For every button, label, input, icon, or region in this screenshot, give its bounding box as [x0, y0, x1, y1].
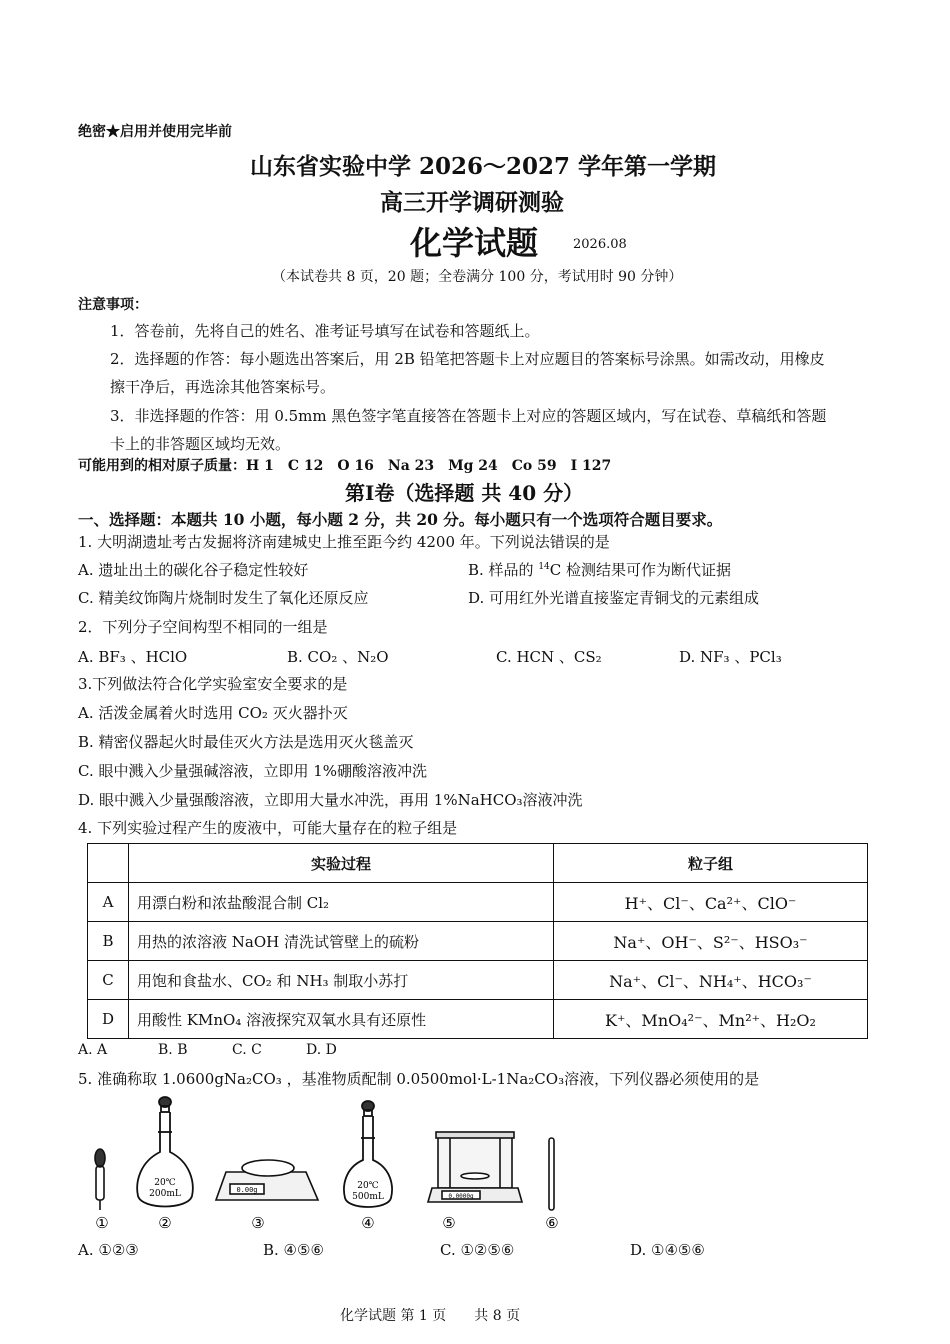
table-header: 粒子组	[554, 844, 868, 883]
q4-table	[87, 843, 868, 1039]
title-line2: 高三开学调研测验	[380, 189, 564, 216]
q5-apparatus-figure	[80, 1092, 580, 1242]
flask-label: 20℃	[154, 1178, 176, 1188]
q4-stem: 4. 下列实验过程产生的废液中，可能大量存在的粒子组是	[78, 819, 458, 837]
table-row	[88, 922, 868, 961]
q4-option-b: B. B	[158, 1042, 188, 1058]
table-row	[88, 1000, 868, 1039]
q1-option-b: B. 样品的 $^{14}$C 检测结果可作为断代证据	[468, 561, 732, 579]
q1-stem: 1. 大明湖遗址考古发掘将济南建城史上推至距今约 4200 年。下列说法错误的是	[78, 533, 610, 551]
subject-title: 化学试题	[410, 224, 539, 262]
flask-label: 200mL	[149, 1189, 181, 1199]
row-ions: Na⁺、Cl⁻、NH₄⁺、HCO₃⁻	[554, 961, 868, 1000]
page-footer: 化学试题 第 1 页 共 8 页	[340, 1308, 521, 1324]
q2-option-a: A. BF₃ 、HClO	[78, 648, 188, 666]
title-line1: 山东省实验中学 2026～2027 学年第一学期	[250, 153, 717, 180]
balance-display: 0.00g	[236, 1186, 258, 1194]
atomic-mass: 可能用到的相对原子质量：H 1 C 12 O 16 Na 23 Mg 24 Co 59 I 127	[78, 458, 612, 474]
q1-option-a: A. 遗址出土的碳化谷子稳定性较好	[78, 561, 309, 579]
apparatus-number: ③	[251, 1214, 265, 1232]
q3-option-b: B. 精密仪器起火时最佳灭火方法是选用灭火毯盖灭	[78, 733, 414, 751]
notice-item-3b: 卡上的非答题区域均无效。	[110, 435, 291, 453]
row-process: 用饱和食盐水、CO₂ 和 NH₃ 制取小苏打	[129, 961, 554, 1000]
dropper-icon	[95, 1149, 105, 1210]
flask-label: 500mL	[352, 1192, 384, 1202]
apparatus-number: ⑤	[442, 1214, 456, 1232]
notice-item-2a: 2．选择题的作答：每小题选出答案后，用 2B 铅笔把答题卡上对应题目的答案标号涂黑。如需改动，用橡皮	[110, 350, 825, 368]
row-ions: H⁺、Cl⁻、Ca²⁺、ClO⁻	[554, 883, 868, 922]
balance-display: 0.0000g	[448, 1193, 474, 1200]
row-process: 用热的浓溶液 NaOH 清洗试管壁上的硫粉	[129, 922, 554, 961]
table-row	[88, 883, 868, 922]
notice-item-1: 1．答卷前，先将自己的姓名、准考证号填写在试卷和答题纸上。	[110, 322, 540, 340]
row-label: B	[88, 922, 129, 961]
row-label: C	[88, 961, 129, 1000]
exam-date: 2026.08	[573, 237, 627, 252]
table-header-row	[88, 844, 868, 883]
notice-item-3a: 3．非选择题的作答：用 0.5mm 黑色签字笔直接答在答题卡上对应的答题区域内，写在试卷、草稿纸和答题	[110, 407, 827, 425]
table-header: 实验过程	[129, 844, 554, 883]
q5-option-d: D. ①④⑤⑥	[630, 1241, 705, 1259]
exam-info: （本试卷共 8 页，20 题；全卷满分 100 分，考试用时 90 分钟）	[272, 269, 683, 285]
q1-option-d: D. 可用红外光谱直接鉴定青铜戈的元素组成	[468, 589, 760, 607]
apparatus-number: ①	[95, 1214, 109, 1232]
q4-option-c: C. C	[232, 1042, 262, 1058]
row-ions: K⁺、MnO₄²⁻、Mn²⁺、H₂O₂	[554, 1000, 868, 1039]
notice-item-2b: 擦干净后，再选涂其他答案标号。	[110, 378, 336, 396]
q5-option-c: C. ①②⑤⑥	[440, 1241, 515, 1259]
row-process: 用酸性 KMnO₄ 溶液探究双氧水具有还原性	[129, 1000, 554, 1039]
apparatus-number: ②	[158, 1214, 172, 1232]
q5-option-a: A. ①②③	[78, 1241, 139, 1259]
q2-option-b: B. CO₂ 、N₂O	[287, 648, 389, 666]
q1-option-c: C. 精美纹饰陶片烧制时发生了氧化还原反应	[78, 589, 369, 607]
q2-option-c: C. HCN 、CS₂	[496, 648, 602, 666]
table-row	[88, 961, 868, 1000]
secret-label: 绝密★启用并使用完毕前	[78, 124, 232, 140]
q3-option-d: D. 眼中溅入少量强酸溶液，立即用大量水冲洗，再用 1%NaHCO₃溶液冲洗	[78, 791, 583, 809]
part1-title: 第Ⅰ卷（选择题 共 40 分）	[345, 481, 584, 505]
q3-option-c: C. 眼中溅入少量强碱溶液，立即用 1%硼酸溶液冲洗	[78, 762, 428, 780]
q4-option-d: D. D	[306, 1042, 337, 1058]
q3-option-a: A. 活泼金属着火时选用 CO₂ 灭火器扑灭	[78, 704, 348, 722]
q4-option-a: A. A	[78, 1042, 108, 1058]
electronic-balance-icon	[216, 1160, 318, 1200]
apparatus-number: ④	[361, 1214, 375, 1232]
section-heading: 一、选择题：本题共 10 小题，每小题 2 分，共 20 分。每小题只有一个选项符合题目要求。	[78, 510, 723, 529]
q2-option-d: D. NF₃ 、PCl₃	[679, 648, 782, 666]
notice-title: 注意事项：	[78, 297, 148, 313]
analytical-balance-icon	[428, 1132, 522, 1202]
glass-rod-icon	[549, 1138, 554, 1210]
q5-option-b: B. ④⑤⑥	[263, 1241, 324, 1259]
row-label: D	[88, 1000, 129, 1039]
apparatus-number: ⑥	[545, 1214, 559, 1232]
row-label: A	[88, 883, 129, 922]
row-ions: Na⁺、OH⁻、S²⁻、HSO₃⁻	[554, 922, 868, 961]
q2-stem: 2．下列分子空间构型不相同的一组是	[78, 618, 328, 636]
q5-stem: 5. 准确称取 1.0600gNa₂CO₃ ，基准物质配制 0.0500mol·L-1Na₂CO₃溶液，下列仪器必须使用的是	[78, 1070, 760, 1088]
flask-label: 20℃	[357, 1181, 379, 1191]
row-process: 用漂白粉和浓盐酸混合制 Cl₂	[129, 883, 554, 922]
q3-stem: 3.下列做法符合化学实验室安全要求的是	[78, 675, 348, 693]
table-header	[88, 844, 129, 883]
